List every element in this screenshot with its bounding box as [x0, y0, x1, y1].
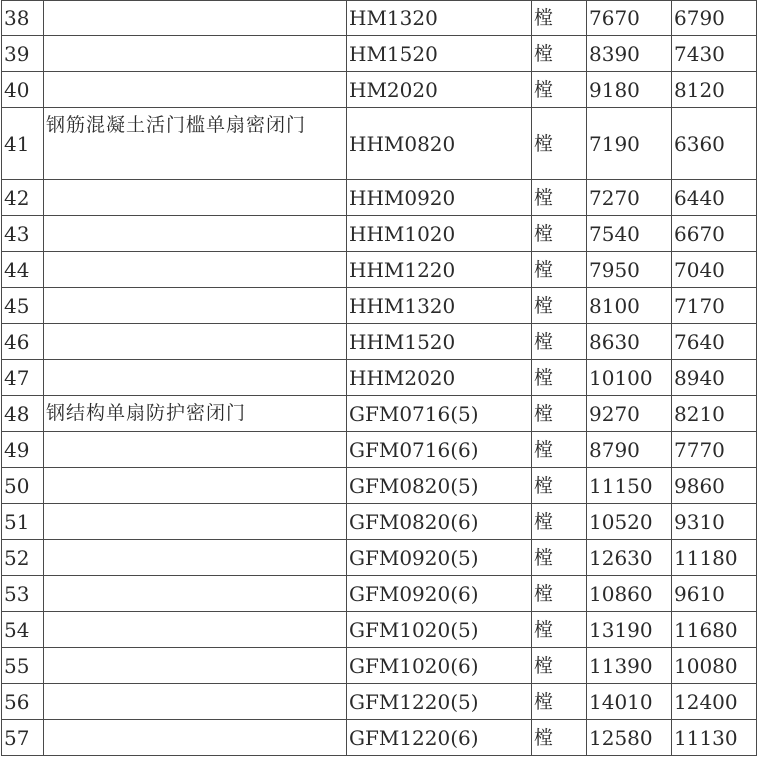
model-code-cell: HM1320	[347, 1, 532, 36]
price-2-cell: 9310	[672, 504, 757, 540]
item-name-cell	[44, 576, 347, 612]
price-1-cell: 7270	[587, 180, 672, 216]
model-code-cell: HHM1520	[347, 324, 532, 360]
model-code-cell: HHM0920	[347, 180, 532, 216]
price-2-cell: 9860	[672, 468, 757, 504]
price-1-cell: 8100	[587, 288, 672, 324]
row-number-cell: 54	[2, 612, 44, 648]
price-1-cell: 12630	[587, 540, 672, 576]
unit-cell: 樘	[532, 216, 587, 252]
row-number-cell: 39	[2, 36, 44, 72]
table-row	[2, 216, 757, 252]
table-row	[2, 360, 757, 396]
unit-cell: 樘	[532, 396, 587, 432]
price-2-cell: 7170	[672, 288, 757, 324]
model-code-cell: GFM1020(5)	[347, 612, 532, 648]
row-number-cell: 52	[2, 540, 44, 576]
model-code-cell: GFM0920(6)	[347, 576, 532, 612]
table-row	[2, 1, 757, 36]
row-number-cell: 53	[2, 576, 44, 612]
price-table	[1, 0, 757, 756]
table-row	[2, 612, 757, 648]
item-name-cell	[44, 612, 347, 648]
item-name-cell	[44, 720, 347, 756]
item-name-cell: 钢结构单扇防护密闭门	[44, 396, 347, 432]
price-1-cell: 10860	[587, 576, 672, 612]
row-number-cell: 48	[2, 396, 44, 432]
table-row	[2, 720, 757, 756]
unit-cell: 樘	[532, 720, 587, 756]
model-code-cell: GFM0716(6)	[347, 432, 532, 468]
model-code-cell: GFM0716(5)	[347, 396, 532, 432]
item-name-cell	[44, 324, 347, 360]
model-code-cell: GFM1020(6)	[347, 648, 532, 684]
price-2-cell: 8120	[672, 72, 757, 108]
price-2-cell: 12400	[672, 684, 757, 720]
unit-cell: 樘	[532, 324, 587, 360]
price-1-cell: 7950	[587, 252, 672, 288]
price-2-cell: 8940	[672, 360, 757, 396]
unit-cell: 樘	[532, 612, 587, 648]
item-name-cell	[44, 360, 347, 396]
item-name-cell	[44, 540, 347, 576]
unit-cell: 樘	[532, 360, 587, 396]
model-code-cell: GFM0920(5)	[347, 540, 532, 576]
table-row	[2, 504, 757, 540]
price-1-cell: 12580	[587, 720, 672, 756]
row-number-cell: 44	[2, 252, 44, 288]
price-1-cell: 9180	[587, 72, 672, 108]
price-1-cell: 8790	[587, 432, 672, 468]
item-name-cell	[44, 216, 347, 252]
item-name-cell	[44, 288, 347, 324]
row-number-cell: 47	[2, 360, 44, 396]
row-number-cell: 57	[2, 720, 44, 756]
price-1-cell: 11150	[587, 468, 672, 504]
unit-cell: 樘	[532, 540, 587, 576]
table-body	[2, 1, 757, 756]
row-number-cell: 41	[2, 108, 44, 180]
price-1-cell: 10100	[587, 360, 672, 396]
price-1-cell: 9270	[587, 396, 672, 432]
unit-cell: 樘	[532, 432, 587, 468]
table-row	[2, 324, 757, 360]
price-1-cell: 7190	[587, 108, 672, 180]
item-name-cell	[44, 504, 347, 540]
price-2-cell: 6440	[672, 180, 757, 216]
item-name-cell	[44, 684, 347, 720]
price-2-cell: 6670	[672, 216, 757, 252]
model-code-cell: GFM1220(6)	[347, 720, 532, 756]
unit-cell: 樘	[532, 504, 587, 540]
table-row	[2, 180, 757, 216]
table-row	[2, 648, 757, 684]
table-row	[2, 432, 757, 468]
row-number-cell: 49	[2, 432, 44, 468]
row-number-cell: 46	[2, 324, 44, 360]
item-name-cell	[44, 432, 347, 468]
row-number-cell: 43	[2, 216, 44, 252]
item-name-cell	[44, 36, 347, 72]
model-code-cell: GFM0820(5)	[347, 468, 532, 504]
row-number-cell: 45	[2, 288, 44, 324]
unit-cell: 樘	[532, 252, 587, 288]
item-name-cell	[44, 468, 347, 504]
table-row	[2, 540, 757, 576]
price-2-cell: 7430	[672, 36, 757, 72]
price-2-cell: 10080	[672, 648, 757, 684]
row-number-cell: 40	[2, 72, 44, 108]
unit-cell: 樘	[532, 72, 587, 108]
unit-cell: 樘	[532, 468, 587, 504]
table-row	[2, 72, 757, 108]
unit-cell: 樘	[532, 648, 587, 684]
row-number-cell: 56	[2, 684, 44, 720]
model-code-cell: GFM0820(6)	[347, 504, 532, 540]
unit-cell: 樘	[532, 108, 587, 180]
price-2-cell: 8210	[672, 396, 757, 432]
price-1-cell: 7540	[587, 216, 672, 252]
table-row	[2, 396, 757, 432]
model-code-cell: HHM1320	[347, 288, 532, 324]
price-2-cell: 7770	[672, 432, 757, 468]
item-name-cell	[44, 72, 347, 108]
price-1-cell: 7670	[587, 1, 672, 36]
table-row	[2, 108, 757, 180]
row-number-cell: 42	[2, 180, 44, 216]
table-row	[2, 684, 757, 720]
unit-cell: 樘	[532, 1, 587, 36]
model-code-cell: HHM0820	[347, 108, 532, 180]
table-row	[2, 288, 757, 324]
price-1-cell: 14010	[587, 684, 672, 720]
price-1-cell: 8630	[587, 324, 672, 360]
price-1-cell: 13190	[587, 612, 672, 648]
unit-cell: 樘	[532, 288, 587, 324]
item-name-cell	[44, 252, 347, 288]
price-2-cell: 6790	[672, 1, 757, 36]
item-name-cell	[44, 1, 347, 36]
row-number-cell: 55	[2, 648, 44, 684]
table-row	[2, 576, 757, 612]
model-code-cell: HM1520	[347, 36, 532, 72]
price-2-cell: 11130	[672, 720, 757, 756]
model-code-cell: HM2020	[347, 72, 532, 108]
unit-cell: 樘	[532, 576, 587, 612]
row-number-cell: 51	[2, 504, 44, 540]
table-row	[2, 36, 757, 72]
price-1-cell: 8390	[587, 36, 672, 72]
price-2-cell: 7640	[672, 324, 757, 360]
price-2-cell: 9610	[672, 576, 757, 612]
model-code-cell: HHM1220	[347, 252, 532, 288]
price-1-cell: 11390	[587, 648, 672, 684]
table-row	[2, 252, 757, 288]
model-code-cell: HHM1020	[347, 216, 532, 252]
item-name-cell	[44, 180, 347, 216]
item-name-cell: 钢筋混凝土活门槛单扇密闭门	[44, 108, 347, 180]
price-2-cell: 6360	[672, 108, 757, 180]
price-1-cell: 10520	[587, 504, 672, 540]
unit-cell: 樘	[532, 36, 587, 72]
table-row	[2, 468, 757, 504]
model-code-cell: GFM1220(5)	[347, 684, 532, 720]
unit-cell: 樘	[532, 684, 587, 720]
item-name-cell	[44, 648, 347, 684]
unit-cell: 樘	[532, 180, 587, 216]
price-2-cell: 11680	[672, 612, 757, 648]
row-number-cell: 50	[2, 468, 44, 504]
row-number-cell: 38	[2, 1, 44, 36]
price-2-cell: 7040	[672, 252, 757, 288]
model-code-cell: HHM2020	[347, 360, 532, 396]
price-2-cell: 11180	[672, 540, 757, 576]
